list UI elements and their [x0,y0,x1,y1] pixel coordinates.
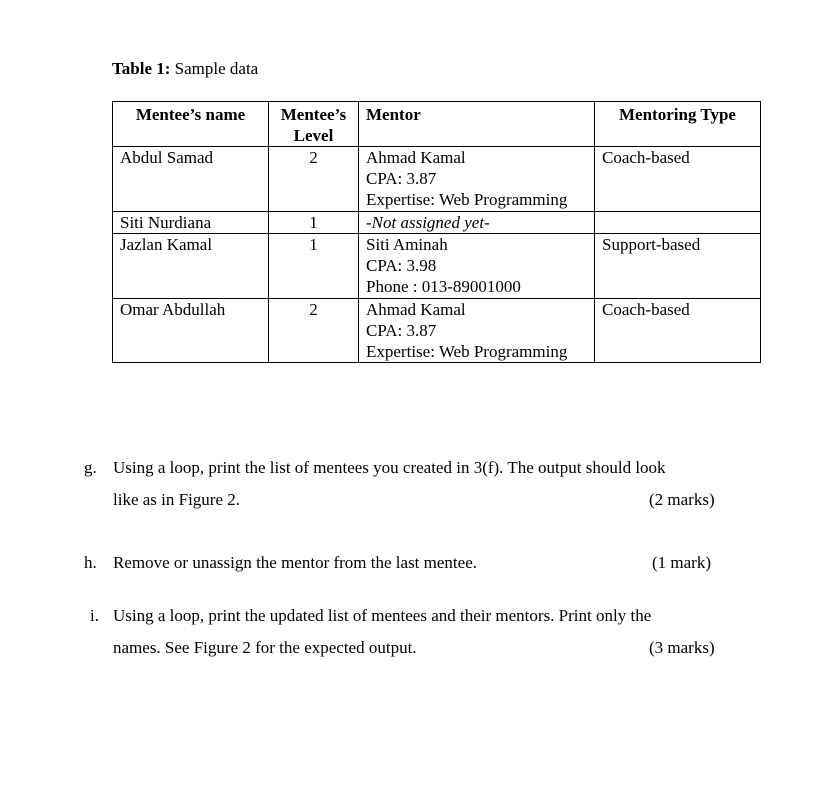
mentor-name: Ahmad Kamal [366,300,466,319]
cell-level: 1 [269,234,359,299]
cell-level: 1 [269,212,359,234]
question-g [84,458,734,518]
mentor-phone: Phone : 013-89001000 [366,277,521,296]
cell-level: 2 [269,299,359,363]
question-text-line2: like as in Figure 2. [113,490,241,509]
question-text-line1: Remove or unassign the mentor from the last mentee. [113,553,477,572]
cell-mentee-name: Abdul Samad [113,147,269,212]
question-i [84,606,734,666]
mentor-expertise: Expertise: Web Programming [366,190,568,209]
mentor-name: Siti Aminah [366,235,448,254]
cell-mentee-name: Siti Nurdiana [113,212,269,234]
table-caption [112,59,258,79]
cell-mentor [359,234,595,299]
cell-mentor [359,212,595,234]
question-letter: i. [90,606,99,625]
question-marks: (1 mark) [652,553,712,572]
question-marks: (3 marks) [649,638,715,657]
question-h [84,553,734,577]
table-row [113,147,761,212]
mentor-cpa: CPA: 3.98 [366,256,437,275]
mentor-cpa: CPA: 3.87 [366,169,437,188]
mentor-cpa: CPA: 3.87 [366,321,437,340]
question-text-line1: Using a loop, print the updated list of mentees and their mentors. Print only the [113,606,652,625]
mentor-expertise: Expertise: Web Programming [366,342,568,361]
cell-mentoring-type: Coach-based [595,147,761,212]
question-letter: h. [84,553,97,572]
cell-mentoring-type [595,212,761,234]
table-row [113,212,761,234]
cell-mentoring-type: Coach-based [595,299,761,363]
header-mentee-level [269,102,359,147]
cell-mentee-name: Jazlan Kamal [113,234,269,299]
header-level-line2: Level [293,126,334,145]
table-row [113,234,761,299]
cell-mentor [359,299,595,363]
cell-mentoring-type: Support-based [595,234,761,299]
cell-mentee-name: Omar Abdullah [113,299,269,363]
caption-text: Sample data [174,59,259,78]
sample-data-table [112,101,761,363]
header-mentee-name: Mentee’s name [113,102,269,147]
mentor-unassigned: -Not assigned yet- [366,213,490,232]
header-mentor: Mentor [359,102,595,147]
header-level-line1: Mentee’s [280,105,347,124]
header-mentoring-type: Mentoring Type [595,102,761,147]
caption-label: Table 1: [112,59,171,78]
question-text-line1: Using a loop, print the list of mentees you created in 3(f). The output should look [113,458,666,477]
question-marks: (2 marks) [649,490,715,509]
question-letter: g. [84,458,97,477]
question-text-line2: names. See Figure 2 for the expected output. [113,638,417,657]
mentor-name: Ahmad Kamal [366,148,466,167]
table-row [113,299,761,363]
cell-mentor [359,147,595,212]
table-header-row [113,102,761,147]
cell-level: 2 [269,147,359,212]
